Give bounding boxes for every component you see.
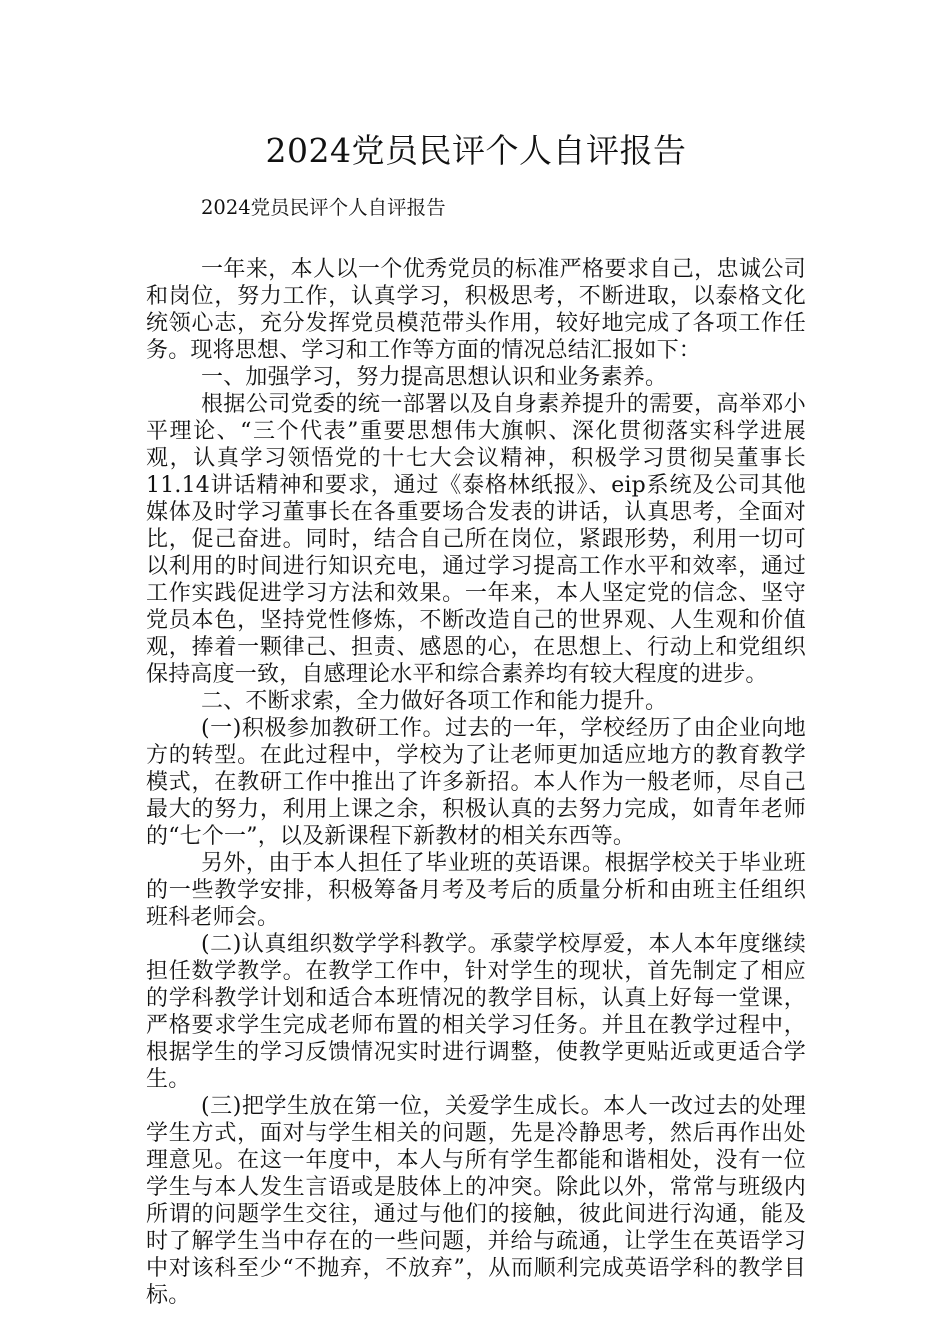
paragraph-graduating-class: 另外，由于本人担任了毕业班的英语课。根据学校关于毕业班的一些教学安排，积极筹备月考及考后的质量分析和由班主任组织班科老师会。 [146, 851, 806, 930]
paragraph-intro: 一年来，本人以一个优秀党员的标准严格要求自己，忠诚公司和岗位，努力工作，认真学习，积极思考，不断进取，以泰格文化统领心志，充分发挥党员模范带头作用，较好地完成了各项工作任务。现将思想、学习和工作等方面的情况总结汇报如下： [146, 257, 806, 363]
paragraph-student-care: (三)把学生放在第一位，关爱学生成长。本人一改过去的处理学生方式，面对与学生相关的问题，先是冷静思考，然后再作出处理意见。在这一年度中，本人与所有学生都能和谐相处，没有一位学生与本人发生言语或是肢体上的冲突。除此以外，常常与班级内所谓的问题学生交往，通过与他们的接触，彼此间进行沟通，能及时了解学生当中存在的一些问题，并给与疏通，让学生在英语学习中对该科至少“不抛弃，不放弃”，从而顺利完成英语学科的教学目标。 [146, 1094, 806, 1308]
document-title: 2024党员民评个人自评报告 [265, 131, 687, 170]
document-subtitle: 2024党员民评个人自评报告 [201, 196, 446, 219]
section-heading-2: 二、不断求索，全力做好各项工作和能力提升。 [201, 689, 668, 714]
paragraph-teaching-research: (一)积极参加教研工作。过去的一年，学校经历了由企业向地方的转型。在此过程中，学校为了让老师更加适应地方的教育教学模式，在教研工作中推出了许多新招。本人作为一般老师，尽自己最大的努力，利用上课之余，积极认真的去努力完成，如青年老师的“七个一”，以及新课程下新教材的相关东西等。 [146, 716, 806, 849]
section-heading-1: 一、加强学习，努力提高思想认识和业务素养。 [201, 365, 668, 390]
paragraph-study: 根据公司党委的统一部署以及自身素养提升的需要，高举邓小平理论、“三个代表”重要思想伟大旗帜、深化贯彻落实科学进展观，认真学习领悟党的十七大会议精神，积极学习贯彻吴董事长11.14讲话精神和要求，通过《泰格林纸报》、eip系统及公司其他媒体及时学习董事长在各重要场合发表的讲话，认真思考，全面对比，促己奋进。同时，结合自己所在岗位，紧跟形势，利用一切可以利用的时间进行知识充电，通过学习提高工作水平和效率，通过工作实践促进学习方法和效果。一年来，本人坚定党的信念、坚守党员本色，坚持党性修炼，不断改造自己的世界观、人生观和价值观，捧着一颗律己、担责、感恩的心，在思想上、行动上和党组织保持高度一致，自感理论水平和综合素养均有较大程度的进步。 [146, 392, 806, 687]
paragraph-math-teaching: (二)认真组织数学学科教学。承蒙学校厚爱，本人本年度继续担任数学教学。在教学工作中，针对学生的现状，首先制定了相应的学科教学计划和适合本班情况的教学目标，认真上好每一堂课，严格要求学生完成老师布置的相关学习任务。并且在教学过程中，根据学生的学习反馈情况实时进行调整，使教学更贴近或更适合学生。 [146, 932, 806, 1092]
document-page [146, 128, 806, 1309]
